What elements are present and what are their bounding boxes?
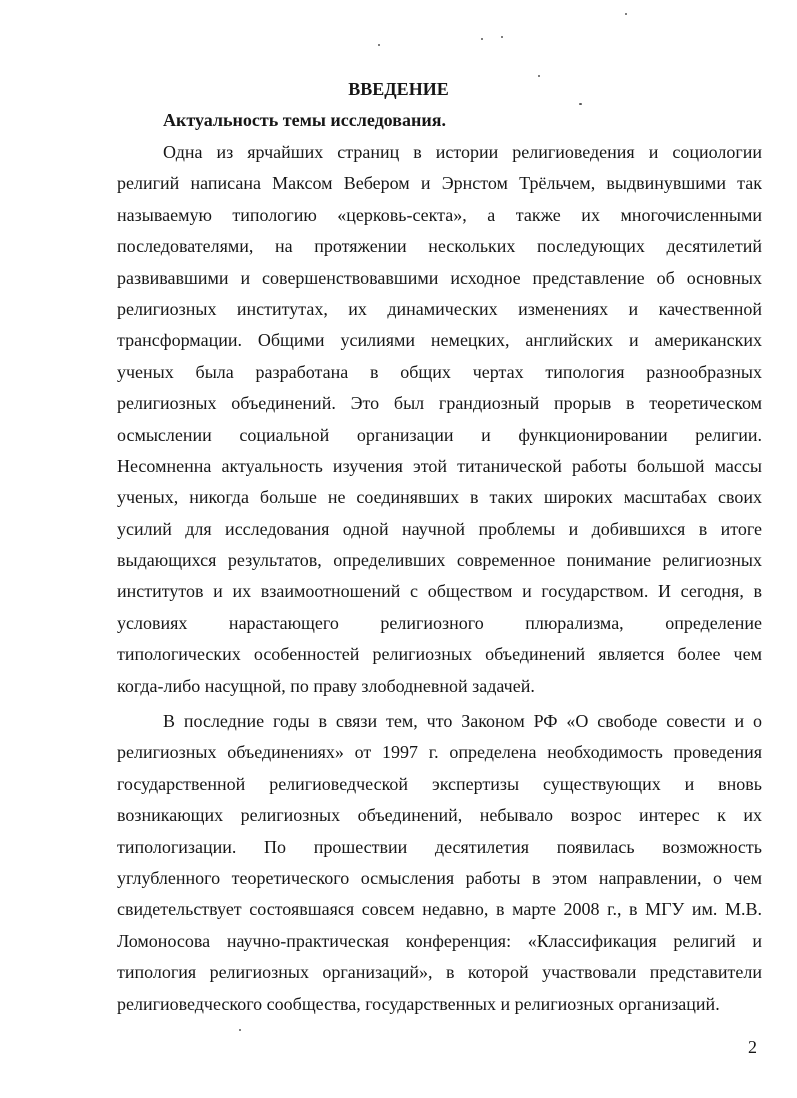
text-line: религиозных объединений. Это был грандиозный прорыв в теоретическом <box>117 393 762 414</box>
text-line: свидетельствует состоявшаяся совсем недавно, в марте 2008 г., в МГУ им. М.В. <box>117 899 762 920</box>
text-line: углубленного теоретического осмысления работы в этом направлении, о чем <box>117 867 762 888</box>
text-line: институтов и их взаимоотношений с обществом и государством. И сегодня, в <box>117 581 762 602</box>
text-line: религиозных объединениях» от 1997 г. определена необходимость проведения <box>117 742 762 763</box>
text-line: Ломоносова научно-практическая конференция: «Классификация религий и <box>117 930 762 951</box>
paragraph-1 <box>117 137 762 702</box>
text-line: религий написана Максом Вебером и Эрнстом Трёльчем, выдвинувшими так <box>117 173 762 194</box>
text-line: типологизации. По прошествии десятилетия появилась возможность <box>117 836 762 857</box>
scan-speck <box>501 36 503 38</box>
scan-speck <box>579 103 582 105</box>
text-line: развивавшими и совершенствовавшими исходное представление об основных <box>117 267 762 288</box>
paragraph-2 <box>117 706 762 1020</box>
text-line: религиозных институтах, их динамических изменениях и качественной <box>117 298 762 319</box>
section-title: ВВЕДЕНИЕ <box>348 79 449 99</box>
scan-speck <box>625 13 627 15</box>
text-line: государственной религиоведческой экспертизы существующих и вновь <box>117 773 762 794</box>
text-line: В последние годы в связи тем, что Законом РФ «О свободе совести и о <box>163 711 762 731</box>
text-line: когда-либо насущной, по праву злободневной задачей. <box>117 675 535 696</box>
text-line: усилий для исследования одной научной проблемы и добившихся в итоге <box>117 518 762 539</box>
text-line: трансформации. Общими усилиями немецких, английских и американских <box>117 330 762 351</box>
text-line: ученых была разработана в общих чертах типология разнообразных <box>117 361 762 382</box>
scan-speck <box>538 75 540 77</box>
text-line: Одна из ярчайших страниц в истории религиоведения и социологии <box>163 142 762 162</box>
text-line: типологических особенностей религиозных объединений является более чем <box>117 644 762 665</box>
section-subtitle: Актуальность темы исследования. <box>163 110 446 130</box>
text-line: называемую типологию «церковь-секта», а также их многочисленными <box>117 204 762 225</box>
text-line: Несомненна актуальность изучения этой титанической работы большой массы <box>117 455 762 476</box>
text-line: последователями, на протяжении нескольких последующих десятилетий <box>117 236 762 257</box>
text-line: выдающихся результатов, определивших современное понимание религиозных <box>117 550 762 571</box>
scan-speck <box>239 1029 241 1031</box>
page-number: 2 <box>748 1037 757 1057</box>
scan-speck <box>481 38 483 40</box>
text-line: религиоведческого сообщества, государственных и религиозных организаций. <box>117 993 720 1014</box>
text-line: возникающих религиозных объединений, небывало возрос интерес к их <box>117 805 762 826</box>
text-line: ученых, никогда больше не соединявших в таких широких масштабах своих <box>117 487 762 508</box>
text-line: условиях нарастающего религиозного плюрализма, определение <box>117 612 762 633</box>
text-line: осмыслении социальной организации и функционировании религии. <box>117 424 762 445</box>
scan-speck <box>378 44 380 46</box>
text-line: типология религиозных организаций», в которой участвовали представители <box>117 962 762 983</box>
